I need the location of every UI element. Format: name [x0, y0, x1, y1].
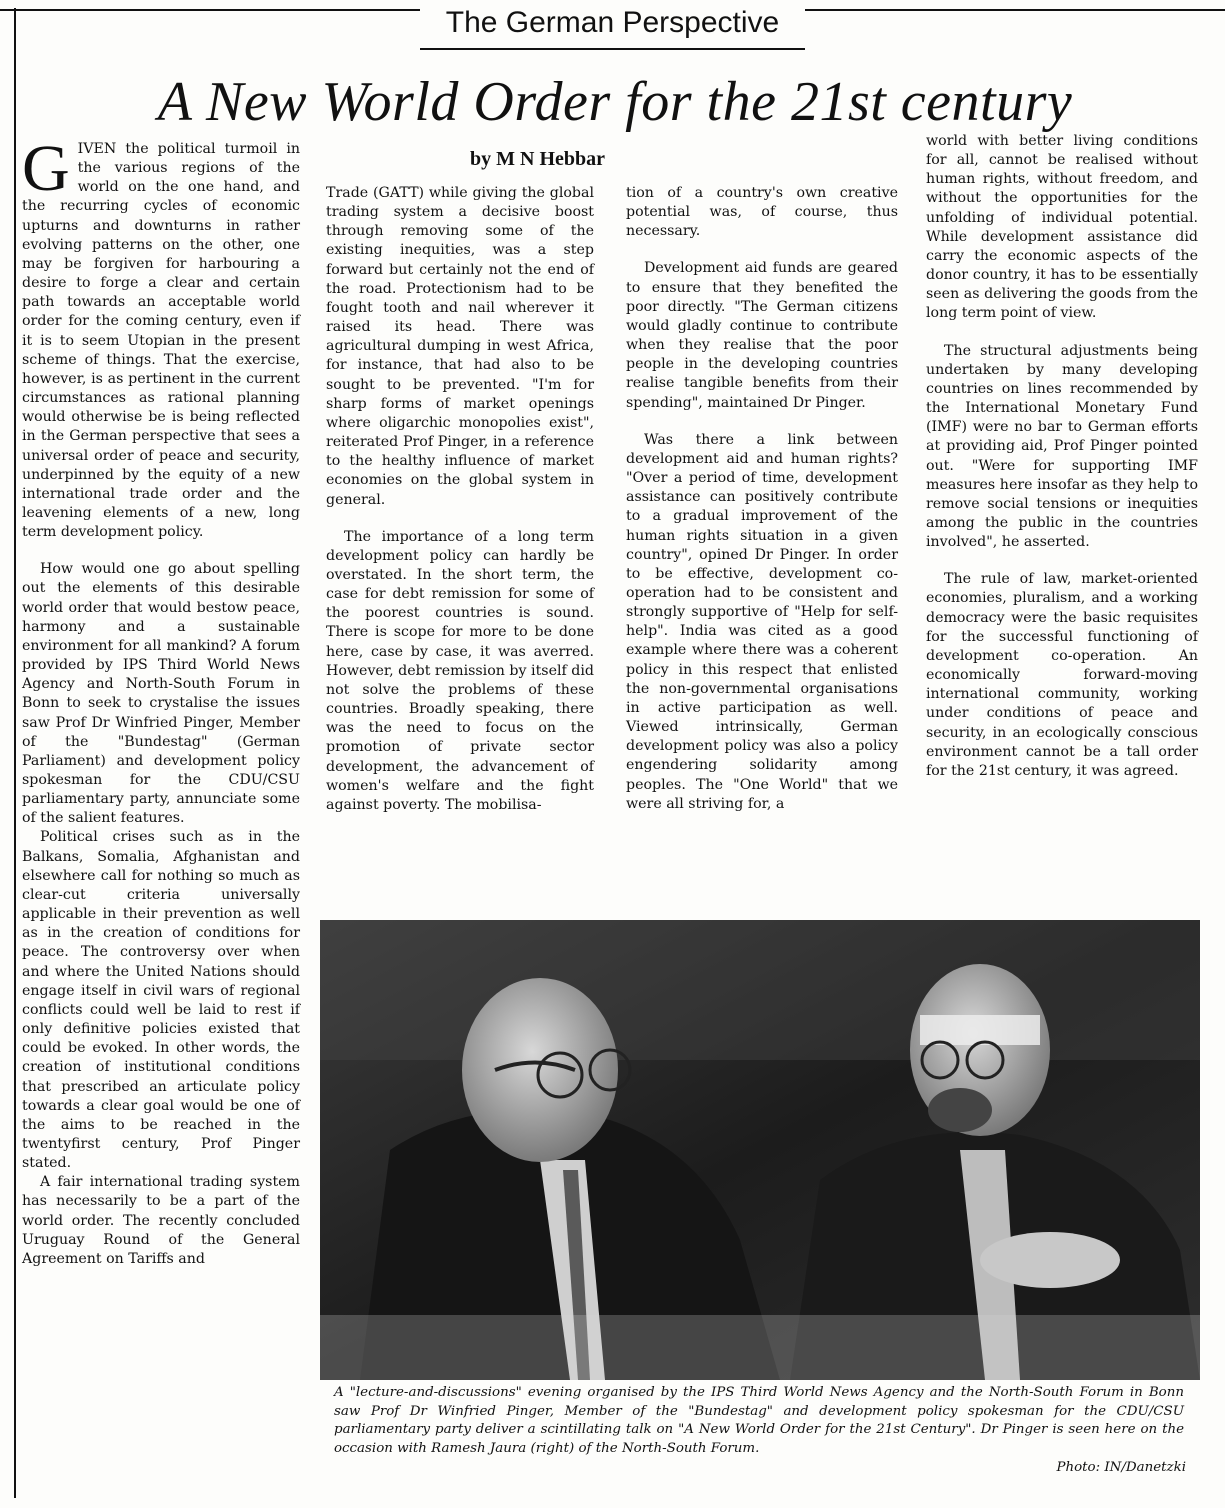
paragraph: world with better living conditions for all, cannot be realised without human rights, without freedom, and without the opportunities for the unfolding of individual potential. While development assistance did carry the economic aspects of the donor country, it has to be essentially seen as delivering the goods from the long term point of view.	[926, 133, 1198, 322]
paragraph: The structural adjustments being undertaken by many developing countries on lines recommended by the International Monetary Fund (IMF) were no bar to German efforts at providing aid, Prof Pinger pointed out. "Were for supporting IMF measures here insofar as they help to remove social tensions or inequities among the public in the countries involved", he asserted.	[926, 342, 1198, 551]
photo-credit: Photo: IN/Danetzki	[1056, 1460, 1186, 1475]
paragraph: A fair international trading system has necessarily to be a part of the world order. The recently concluded Uruguay Round of the General Agreement on Tariffs and	[22, 1174, 300, 1267]
article-column-3	[626, 184, 898, 832]
paragraph: Political crises such as in the Balkans, Somalia, Afghanistan and elsewhere call for nothing so much as clear-cut criteria universally applicable in their prevention as well as in the creation of conditions for peace. The controversy over when and where the United Nations should engage itself in civil wars of regional conflicts could well be laid to rest if only definitive policies existed that could be evoked. In other words, the creation of institutional conditions that prescribed an articulate policy towards a clear goal would be one of the aims to be reached in the twentyfirst century, Prof Pinger stated.	[22, 829, 300, 1172]
paragraph: The rule of law, market-oriented economies, pluralism, and a working democracy were the basic requisites for the successful functioning of development co-operation. An economically forward-moving international community, working under conditions of peace and security, in an ecologically conscious environment cannot be a tall order for the 21st century, it was agreed.	[926, 571, 1198, 779]
article-column-2	[326, 184, 594, 833]
paragraph: Development aid funds are geared to ensure that they benefited the poor directly. "The German citizens would gladly continue to contribute when they realise that the poor people in the developing countries realise tangible benefits from their spending", maintained Dr Pinger.	[626, 260, 898, 411]
headline: A New World Order for the 21st century	[157, 71, 1073, 133]
paragraph: Was there a link between development aid and human rights? "Over a period of time, development assistance can positively contribute to a gradual improvement of the human rights situation in a given country", opined Dr Pinger. In order to be effective, development co-operation had to be consistent and strongly supportive of "Help for self-help". India was cited as a good example where there was a coherent policy in this respect that enlisted the non-governmental organisations in active participation as well. Viewed intrinsically, German development policy was also a policy engendering solidarity among peoples. The "One World" that we were all striving for, a	[626, 431, 898, 812]
byline: by M N Hebbar	[470, 148, 605, 170]
paragraph: The importance of a long term development policy can hardly be overstated. In the short term, the case for debt remission for some of the poorest countries is sound. There is scope for more to be done here, case by case, it was averred. However, debt remission by itself did not solve the problems of these countries. Broadly speaking, there was the need to focus on the promotion of private sector development, the advancement of women's welfare and the fight against poverty. The mobilisa-	[326, 528, 594, 813]
photo-caption: A "lecture-and-discussions" evening organised by the IPS Third World News Agency and the North-South Forum in Bonn saw Prof Dr Winfried Pinger, Member of the "Bundestag" and development policy spokesman for the CDU/CSU parliamentary party deliver a scintillating talk on "A New World Order for the 21st Century". Dr Pinger is seen here on the occasion with Ramesh Jaura (right) of the North-South Forum.	[334, 1385, 1184, 1456]
news-photo	[320, 920, 1200, 1380]
article-column-1	[22, 132, 300, 1269]
paragraph: How would one go about spelling out the elements of this desirable world order that would bestow peace, harmony and a sustainable environment for all mankind? A forum provided by IPS Third World News Agency and North-South Forum in Bonn to seek to crystalise the issues saw Prof Dr Winfried Pinger, Member of the "Bundestag" (German Parliament) and development policy spokesman for the CDU/CSU parliamentary party, annunciate some of the salient features.	[22, 561, 300, 827]
photo-illustration	[320, 920, 1200, 1380]
paragraph-text: IVEN the political turmoil in the various regions of the world on the one hand, and the recurring cycles of economic upturns and downturns in rather evolving patterns on the other, one may be forgiven for harbouring a desire to forge a clear and certain path towards an acceptable world order for the coming century, even if it is to seem Utopian in the present scheme of things. That the exercise, however, is as pertinent in the current circumstances as rational planning would otherwise be is being reflected in the German perspective that sees a universal order of peace and security, underpinned by the equity of a new international trade order and the leavening elements of a new, long term development policy.	[22, 141, 300, 541]
paragraph: Trade (GATT) while giving the global trading system a decisive boost through removing some of the existing inequities, was a step forward but certainly not the end of the road. Protectionism had to be fought tooth and nail wherever it raised its head. There was agricultural dumping in west Africa, for instance, that had also to be sought to be prevented. "I'm for sharp forms of market openings where oligarchic monopolies exist", reiterated Prof Pinger, in a reference to the healthy influence of market economies on the global system in general.	[326, 185, 594, 508]
section-kicker: The German Perspective	[420, 0, 805, 50]
paragraph	[22, 132, 300, 542]
article-column-4	[926, 132, 1198, 799]
drop-cap: G	[22, 132, 70, 205]
paragraph: tion of a country's own creative potential was, of course, thus necessary.	[626, 185, 898, 240]
left-column-rule	[14, 8, 16, 1498]
